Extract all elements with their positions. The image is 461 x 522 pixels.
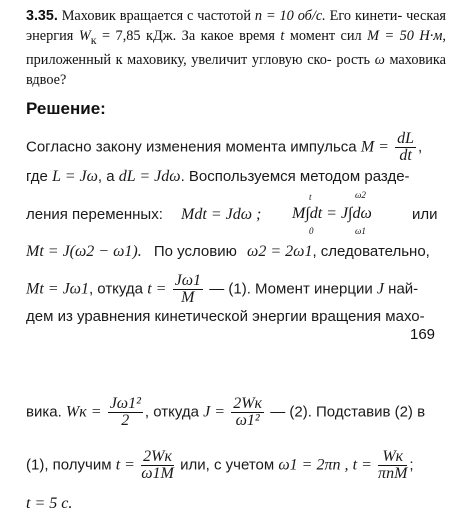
equation-dL: dL = Jdω [118, 168, 181, 185]
integral-lower-omega1: ω1 [355, 226, 366, 236]
problem-text-1b: Его кинети- [329, 8, 403, 24]
solution-line-4 [26, 243, 430, 261]
solution-text: , следовательно, [312, 243, 430, 260]
fraction-dL-dt [395, 131, 416, 164]
integral-equation: M∫dt = J∫dω [292, 205, 372, 222]
fraction-numerator: 2Wк [143, 448, 172, 465]
problem-text-2b: За какое время [181, 28, 275, 44]
moment-expr: M = 50 Н·м, [367, 28, 446, 44]
solution-line-7 [26, 396, 425, 429]
energy-value: = 7,85 кДж. [102, 28, 177, 44]
solution-text: ления переменных: [26, 206, 163, 223]
J-equals: J = [203, 403, 226, 421]
problem-text-2: ческая энергия [26, 8, 446, 44]
problem-text-4b: маховика вдвое? [26, 51, 446, 88]
fraction-t3 [378, 449, 407, 482]
solution-text: (1), получим [26, 456, 112, 474]
solution-line-2 [26, 168, 410, 186]
fraction-numerator: Jω1² [109, 395, 141, 412]
solution-text: , откуда [88, 280, 144, 298]
fraction-denominator: πnM [378, 465, 408, 482]
page-number: 169 [410, 326, 436, 343]
problem-text-3: приложенный к маховику, увеличит угловую ско- [26, 51, 332, 68]
answer: t = 5 с. [26, 495, 73, 512]
problem-number: 3.35. [26, 8, 58, 24]
fraction-denominator: ω1M [141, 465, 174, 482]
fraction-numerator: Wк [378, 449, 407, 466]
solution-line-1 [26, 131, 422, 164]
t-equals: t = [115, 456, 135, 474]
solution-heading: Решение: [26, 99, 106, 118]
solution-text: вика. [26, 403, 62, 421]
fraction-W [108, 396, 143, 429]
solution-text: , а [97, 168, 115, 185]
omega-var: ω [374, 51, 385, 68]
equation-condition: ω2 = 2ω1 [247, 243, 313, 260]
energy-symbol: W [78, 28, 91, 44]
inertia-J: J [376, 280, 384, 298]
solution-line-6: дем из уравнения кинетической энергии вращения махо- [26, 308, 425, 325]
t-equals: t = [352, 456, 372, 474]
solution-text: най- [388, 280, 419, 298]
fraction-numerator: Jω1 [174, 272, 202, 289]
solution-text: , откуда [144, 403, 199, 421]
equation-L: L = Jω [52, 168, 98, 185]
integral-upper-t: t [309, 192, 312, 202]
momentum-M: M = [360, 138, 389, 156]
fraction-t [173, 273, 203, 306]
problem-statement [26, 6, 446, 90]
equation-omega: ω1 = 2πn , [278, 456, 349, 474]
equation-separated: Mdt = Jdω ; [181, 206, 262, 223]
fraction-denominator: M [181, 289, 195, 306]
solution-text: По условию [153, 243, 237, 260]
solution-text: — (1). Момент инерции [209, 280, 373, 298]
fraction-denominator: dt [399, 147, 412, 164]
integral-lower-0: 0 [309, 226, 314, 236]
solution-text: Согласно закону изменения момента импульса [26, 138, 357, 156]
problem-text-1: Маховик вращается с частотой [61, 8, 251, 24]
solution-line-8 [26, 449, 414, 482]
frequency-expr: n = 10 об/с. [254, 8, 326, 24]
energy-subscript: к [90, 32, 97, 47]
solution-line-3 [26, 206, 261, 224]
t-equals: t = [147, 280, 167, 298]
equation-Mt: Mt = J(ω2 − ω1). [26, 243, 142, 260]
solution-text: или, с учетом [180, 456, 275, 474]
fraction-denominator: 2 [121, 412, 130, 429]
solution-text: где [26, 168, 48, 185]
equation-Mt-Jw: Mt = Jω1 [26, 280, 89, 298]
solution-text: . Воспользуемся методом разде- [180, 168, 410, 185]
solution-text: — (2). Подставив (2) в [270, 403, 426, 421]
kinetic-energy-W: Wк = [65, 403, 102, 421]
problem-text-4: рость [336, 51, 371, 68]
time-var: t [280, 28, 285, 44]
solution-text-or: или [412, 206, 438, 223]
fraction-numerator: dL [397, 130, 415, 147]
punct: ; [409, 456, 414, 474]
punct: , [418, 138, 423, 156]
fraction-J [231, 396, 264, 429]
fraction-denominator: ω1² [235, 412, 260, 429]
integral-upper-omega2: ω2 [355, 190, 366, 200]
problem-text-2c: момент сил [289, 28, 362, 44]
fraction-numerator: 2Wк [233, 395, 263, 412]
fraction-t2 [141, 449, 174, 482]
solution-line-5 [26, 273, 418, 306]
